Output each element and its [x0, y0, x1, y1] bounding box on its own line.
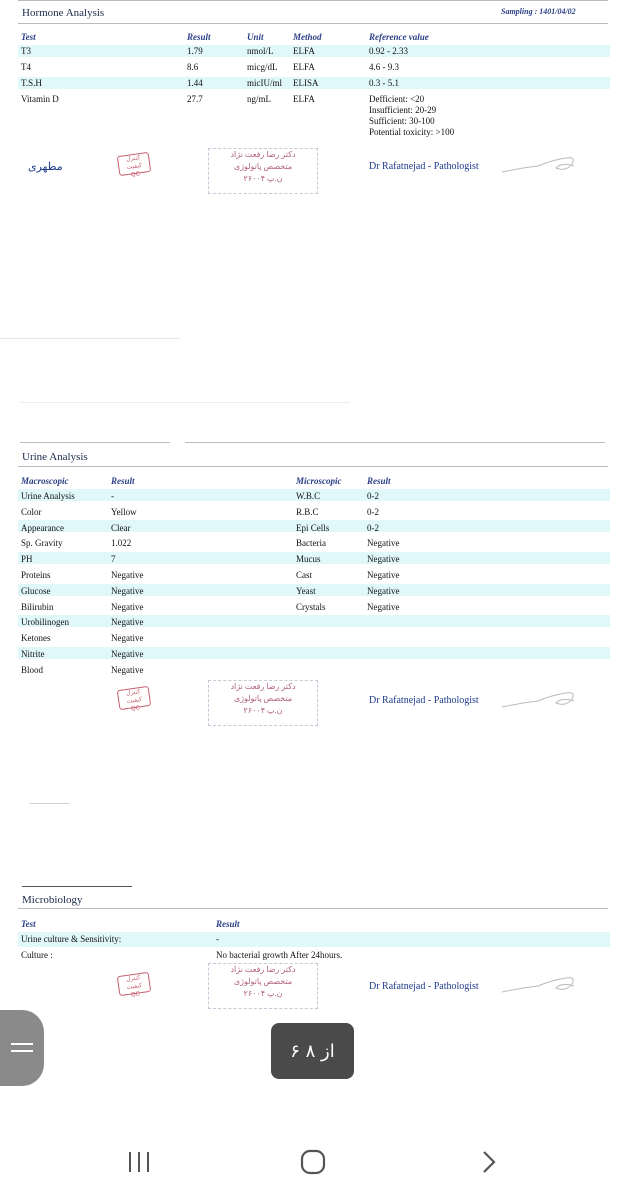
- home-icon[interactable]: [300, 1149, 326, 1175]
- top-divider: [18, 0, 608, 1]
- page-indicator: ۶ از ۸: [271, 1023, 354, 1079]
- qc-stamp-icon: [117, 152, 151, 179]
- macro-row-name: Bilirubin: [21, 601, 54, 612]
- pathologist-name: Dr Rafatnejad - Pathologist: [369, 981, 479, 992]
- hormone-row-test: T.S.H: [21, 78, 42, 88]
- qc-label: کنترل کیفیت: [125, 689, 143, 706]
- hormone-row-result: 27.7: [187, 94, 203, 104]
- qc-code: QC: [130, 991, 141, 999]
- page-gap-line: [20, 402, 350, 403]
- macro-row-result: Clear: [111, 522, 131, 533]
- pathologist-name: Dr Rafatnejad - Pathologist: [369, 695, 479, 706]
- macro-row-result: Negative: [111, 617, 144, 628]
- hormone-row-test: T4: [21, 62, 31, 72]
- sampling-date: Sampling : 1401/04/02: [501, 7, 576, 16]
- macro-row-result: Negative: [111, 664, 144, 675]
- hormone-row-result: 1.79: [187, 46, 203, 56]
- micro-title-underline: [18, 908, 608, 909]
- qc-stamp-icon: [117, 686, 151, 713]
- hormone-title: Hormone Analysis: [22, 7, 105, 19]
- micro-row-name: Cast: [296, 570, 313, 580]
- handle-grip-icon: [11, 1041, 33, 1055]
- qc-code: QC: [130, 705, 141, 713]
- macro-row-name: Color: [21, 506, 42, 517]
- vitd-range-sufficient: Sufficient: 30-100: [369, 116, 435, 126]
- page-gap-line: [185, 442, 605, 443]
- signature-scribble-icon: [500, 970, 580, 1000]
- micro-header-name: Microscopic: [296, 476, 342, 486]
- macro-row-result: Negative: [111, 601, 144, 612]
- stamp-title: متخصص پاتولوژی: [233, 977, 293, 986]
- micro-section-header-test: Test: [21, 919, 36, 929]
- hormone-row-method: ELISA: [293, 78, 319, 88]
- hormone-row-method: ELFA: [293, 94, 315, 104]
- doctor-stamp: [208, 963, 318, 1009]
- macro-header-result: Result: [111, 476, 135, 486]
- macro-row-result: Negative: [111, 633, 144, 644]
- micro-section-header-result: Result: [216, 919, 240, 929]
- side-drag-handle[interactable]: [0, 1010, 44, 1086]
- stamp-code: ن.پ ۲۶۰۰۴: [243, 174, 283, 183]
- hormone-row-unit: nmol/L: [247, 46, 274, 56]
- macro-row-name: Sp. Gravity: [21, 538, 63, 549]
- signature-scribble-icon: [500, 150, 580, 180]
- hormone-row-ref: Defficient: <20: [369, 94, 425, 104]
- micro-row-name: R.B.C: [296, 506, 319, 517]
- macro-row-result: Negative: [111, 585, 144, 596]
- page-gap-line: [22, 886, 132, 887]
- macro-row-name: PH: [21, 554, 33, 565]
- stamp-code: ن.پ ۲۶۰۰۴: [243, 989, 283, 998]
- micro-row-name: W.B.C: [296, 491, 321, 501]
- macro-row-name: Ketones: [21, 633, 51, 644]
- micro-row-result: Negative: [367, 538, 400, 549]
- macro-header-name: Macroscopic: [21, 476, 69, 486]
- stamp-name: دکتر رضا رفعت نژاد: [230, 682, 296, 691]
- doctor-stamp: [208, 680, 318, 726]
- page-gap-line: [0, 338, 180, 339]
- hormone-section: [0, 0, 625, 335]
- micro-row-result: 0-2: [367, 522, 379, 533]
- doctor-stamp: [208, 148, 318, 194]
- macro-row-name: Glucose: [21, 585, 51, 596]
- hormone-header-result: Result: [187, 32, 211, 42]
- micro-row-name: Crystals: [296, 601, 326, 612]
- stamp-code: ن.پ ۲۶۰۰۴: [243, 706, 283, 715]
- macro-row-name: Proteins: [21, 570, 51, 580]
- micro-section-title: Microbiology: [22, 894, 83, 906]
- hormone-row-test: T3: [21, 46, 31, 56]
- hormone-row-result: 1.44: [187, 78, 203, 88]
- hormone-row-ref: 0.3 - 5.1: [369, 78, 399, 88]
- micro-row-result: Negative: [367, 601, 400, 612]
- hormone-row-ref: 4.6 - 9.3: [369, 62, 399, 72]
- operator-name: مطهری: [28, 160, 63, 173]
- macro-row-name: Appearance: [21, 522, 64, 533]
- back-icon[interactable]: [480, 1150, 498, 1174]
- macro-row-result: Negative: [111, 570, 144, 580]
- micro-row-name: Yeast: [296, 585, 316, 596]
- urine-row-band: [18, 647, 610, 659]
- hormone-row-unit: ng/mL: [247, 94, 271, 104]
- vitd-range-toxicity: Potential toxicity: >100: [369, 127, 455, 137]
- micro-row-result: Negative: [367, 554, 400, 565]
- macro-row-name: Blood: [21, 664, 44, 675]
- micro-row-test: Culture :: [21, 950, 53, 960]
- hormone-header-test: Test: [21, 32, 36, 42]
- system-navigation-bar: [0, 1120, 625, 1200]
- urine-row-band: [18, 615, 610, 627]
- macro-row-result: Negative: [111, 649, 144, 659]
- hormone-row-method: ELFA: [293, 46, 315, 56]
- qc-label: کنترل کیفیت: [125, 975, 143, 992]
- micro-row-name: Epi Cells: [296, 522, 330, 533]
- qc-code: QC: [130, 171, 141, 179]
- hormone-row-result: 8.6: [187, 62, 199, 72]
- hormone-header-ref: Reference value: [369, 32, 429, 42]
- stamp-name: دکتر رضا رفعت نژاد: [230, 965, 296, 974]
- micro-row-name: Bacteria: [296, 538, 326, 549]
- macro-row-name: Nitrite: [21, 649, 45, 659]
- micro-row-result: 0-2: [367, 491, 379, 501]
- hormone-row-unit: micIU/ml: [247, 78, 282, 88]
- micro-row-result: Negative: [367, 585, 400, 596]
- signature-scribble-icon: [500, 685, 580, 715]
- micro-row-result: No bacterial growth After 24hours.: [216, 950, 343, 960]
- micro-row-test: Urine culture & Sensitivity:: [21, 934, 122, 944]
- micro-row-result: Negative: [367, 570, 400, 580]
- micro-header-result: Result: [367, 476, 391, 486]
- macro-row-name: Urine Analysis: [21, 491, 75, 501]
- qc-stamp-icon: [117, 972, 151, 999]
- recent-apps-icon[interactable]: [127, 1151, 151, 1173]
- macro-row-result: Yellow: [111, 506, 137, 517]
- hormone-row-unit: micg/dL: [247, 62, 278, 72]
- micro-row-name: Mucus: [296, 554, 321, 565]
- page-gap-line: [20, 442, 170, 443]
- page-gap-line: [30, 803, 70, 804]
- hormone-header-unit: Unit: [247, 32, 264, 42]
- qc-label: کنترل کیفیت: [125, 155, 143, 172]
- hormone-row-method: ELFA: [293, 62, 315, 72]
- stamp-title: متخصص پاتولوژی: [233, 694, 293, 703]
- urine-title-underline: [18, 466, 608, 467]
- hormone-title-underline: [18, 23, 608, 24]
- hormone-header-method: Method: [293, 32, 322, 42]
- micro-row-result: 0-2: [367, 506, 379, 517]
- micro-row-result: -: [216, 934, 219, 944]
- macro-row-result: 7: [111, 554, 116, 565]
- macro-row-name: Urobilinogen: [21, 617, 69, 628]
- stamp-name: دکتر رضا رفعت نژاد: [230, 150, 296, 159]
- macro-row-result: -: [111, 491, 114, 501]
- urine-title: Urine Analysis: [22, 451, 88, 463]
- hormone-row-ref: 0.92 - 2.33: [369, 46, 408, 56]
- stamp-title: متخصص پاتولوژی: [233, 162, 293, 171]
- pathologist-name: Dr Rafatnejad - Pathologist: [369, 161, 479, 172]
- vitd-range-insufficient: Insufficient: 20-29: [369, 105, 437, 115]
- hormone-row-test: Vitamin D: [21, 94, 59, 104]
- macro-row-result: 1.022: [111, 538, 132, 549]
